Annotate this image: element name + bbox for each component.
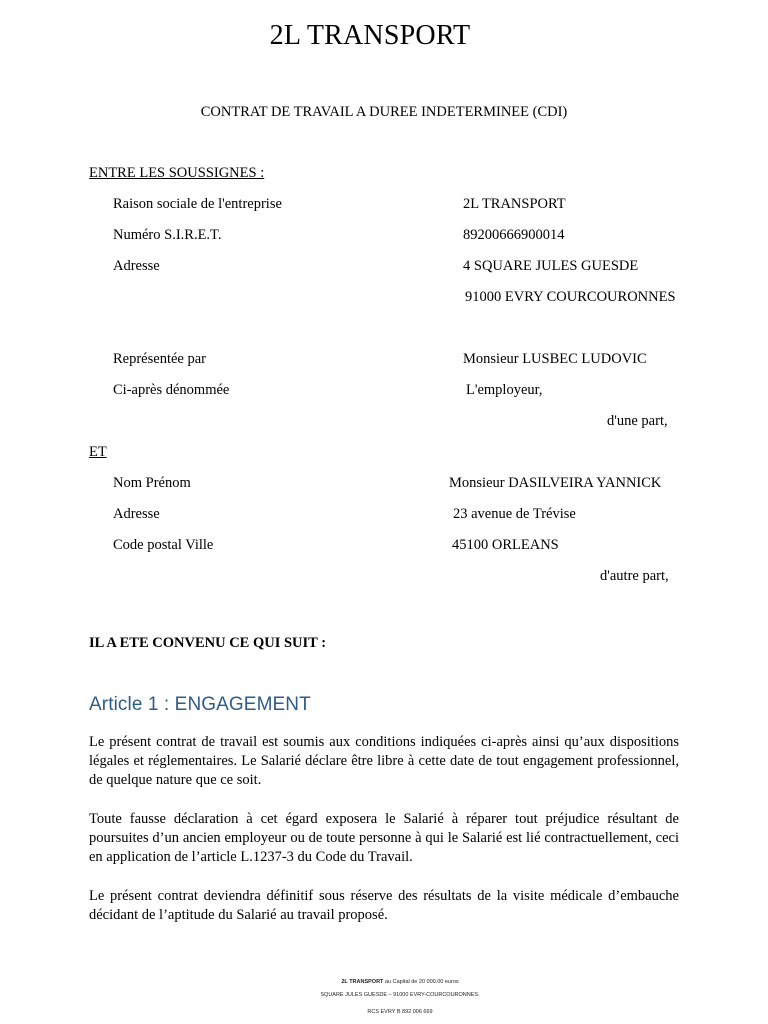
employer-designation-value: L'employeur, [466, 382, 543, 398]
agreement-heading: IL A ETE CONVENU CE QUI SUIT : [89, 635, 327, 651]
employee-postal-city-value: 45100 ORLEANS [452, 537, 559, 553]
contract-title: CONTRAT DE TRAVAIL A DUREE INDETERMINEE (CDI) [200, 104, 568, 120]
employer-representative-label: Représentée par [113, 351, 206, 367]
employer-company-name-value: 2L TRANSPORT [463, 196, 566, 212]
employer-designation-label: Ci-après dénommée [113, 382, 230, 398]
employer-company-name-label: Raison sociale de l'entreprise [113, 196, 282, 212]
footer-address-line: SQUARE JULES GUESDE – 91000 EVRY-COURCOURONNES. [320, 992, 480, 998]
article-1-title: Article 1 : ENGAGEMENT [89, 694, 311, 715]
employer-siret-value: 89200666900014 [463, 227, 565, 243]
employer-part-label: d'une part, [607, 413, 668, 429]
article-1-paragraph-3: Le présent contrat deviendra définitif sous réserve des résultats de la visite médicale d’embauche décidant de l’aptitude du Salarié au travail proposé. [89, 888, 679, 923]
footer-rcs-line: RCS EVRY B 892 006 669 [367, 1009, 433, 1015]
footer-capital: au Capital de 20 000.00 euros [384, 979, 459, 985]
company-title: 2L TRANSPORT [269, 20, 471, 51]
employee-part-label: d'autre part, [600, 568, 669, 584]
and-label: ET [89, 444, 107, 460]
article-1-paragraph-2: Toute fausse déclaration à cet égard exposera le Salarié à réparer tout préjudice résultant de poursuites d’un ancien employeur ou de toute personne à qui le Salarié est lié contractuellement, ceci en application de l’article L.1237-3 du Code du Travail. [89, 811, 679, 865]
employer-representative-value: Monsieur LUSBEC LUDOVIC [463, 351, 647, 367]
employee-name-value: Monsieur DASILVEIRA YANNICK [449, 475, 662, 491]
employer-address-label: Adresse [113, 258, 160, 274]
employer-city-value: 91000 EVRY COURCOURONNES [465, 289, 676, 305]
footer-capital-line [0, 979, 768, 985]
between-heading: ENTRE LES SOUSSIGNES : [89, 165, 265, 181]
employer-siret-label: Numéro S.I.R.E.T. [113, 227, 222, 243]
employee-name-label: Nom Prénom [113, 475, 191, 491]
employee-address-label: Adresse [113, 506, 160, 522]
employee-address-value: 23 avenue de Trévise [453, 506, 576, 522]
employee-postal-city-label: Code postal Ville [113, 537, 214, 553]
employer-address-value: 4 SQUARE JULES GUESDE [463, 258, 639, 274]
footer-company: 2L TRANSPORT [341, 979, 384, 985]
article-1-paragraph-1: Le présent contrat de travail est soumis aux conditions indiquées ci-après ainsi qu’aux dispositions légales et réglementaires. Le Salarié déclare être libre à cette date de tout engagement professionnel, de quelque nature que ce soit. [89, 734, 679, 788]
